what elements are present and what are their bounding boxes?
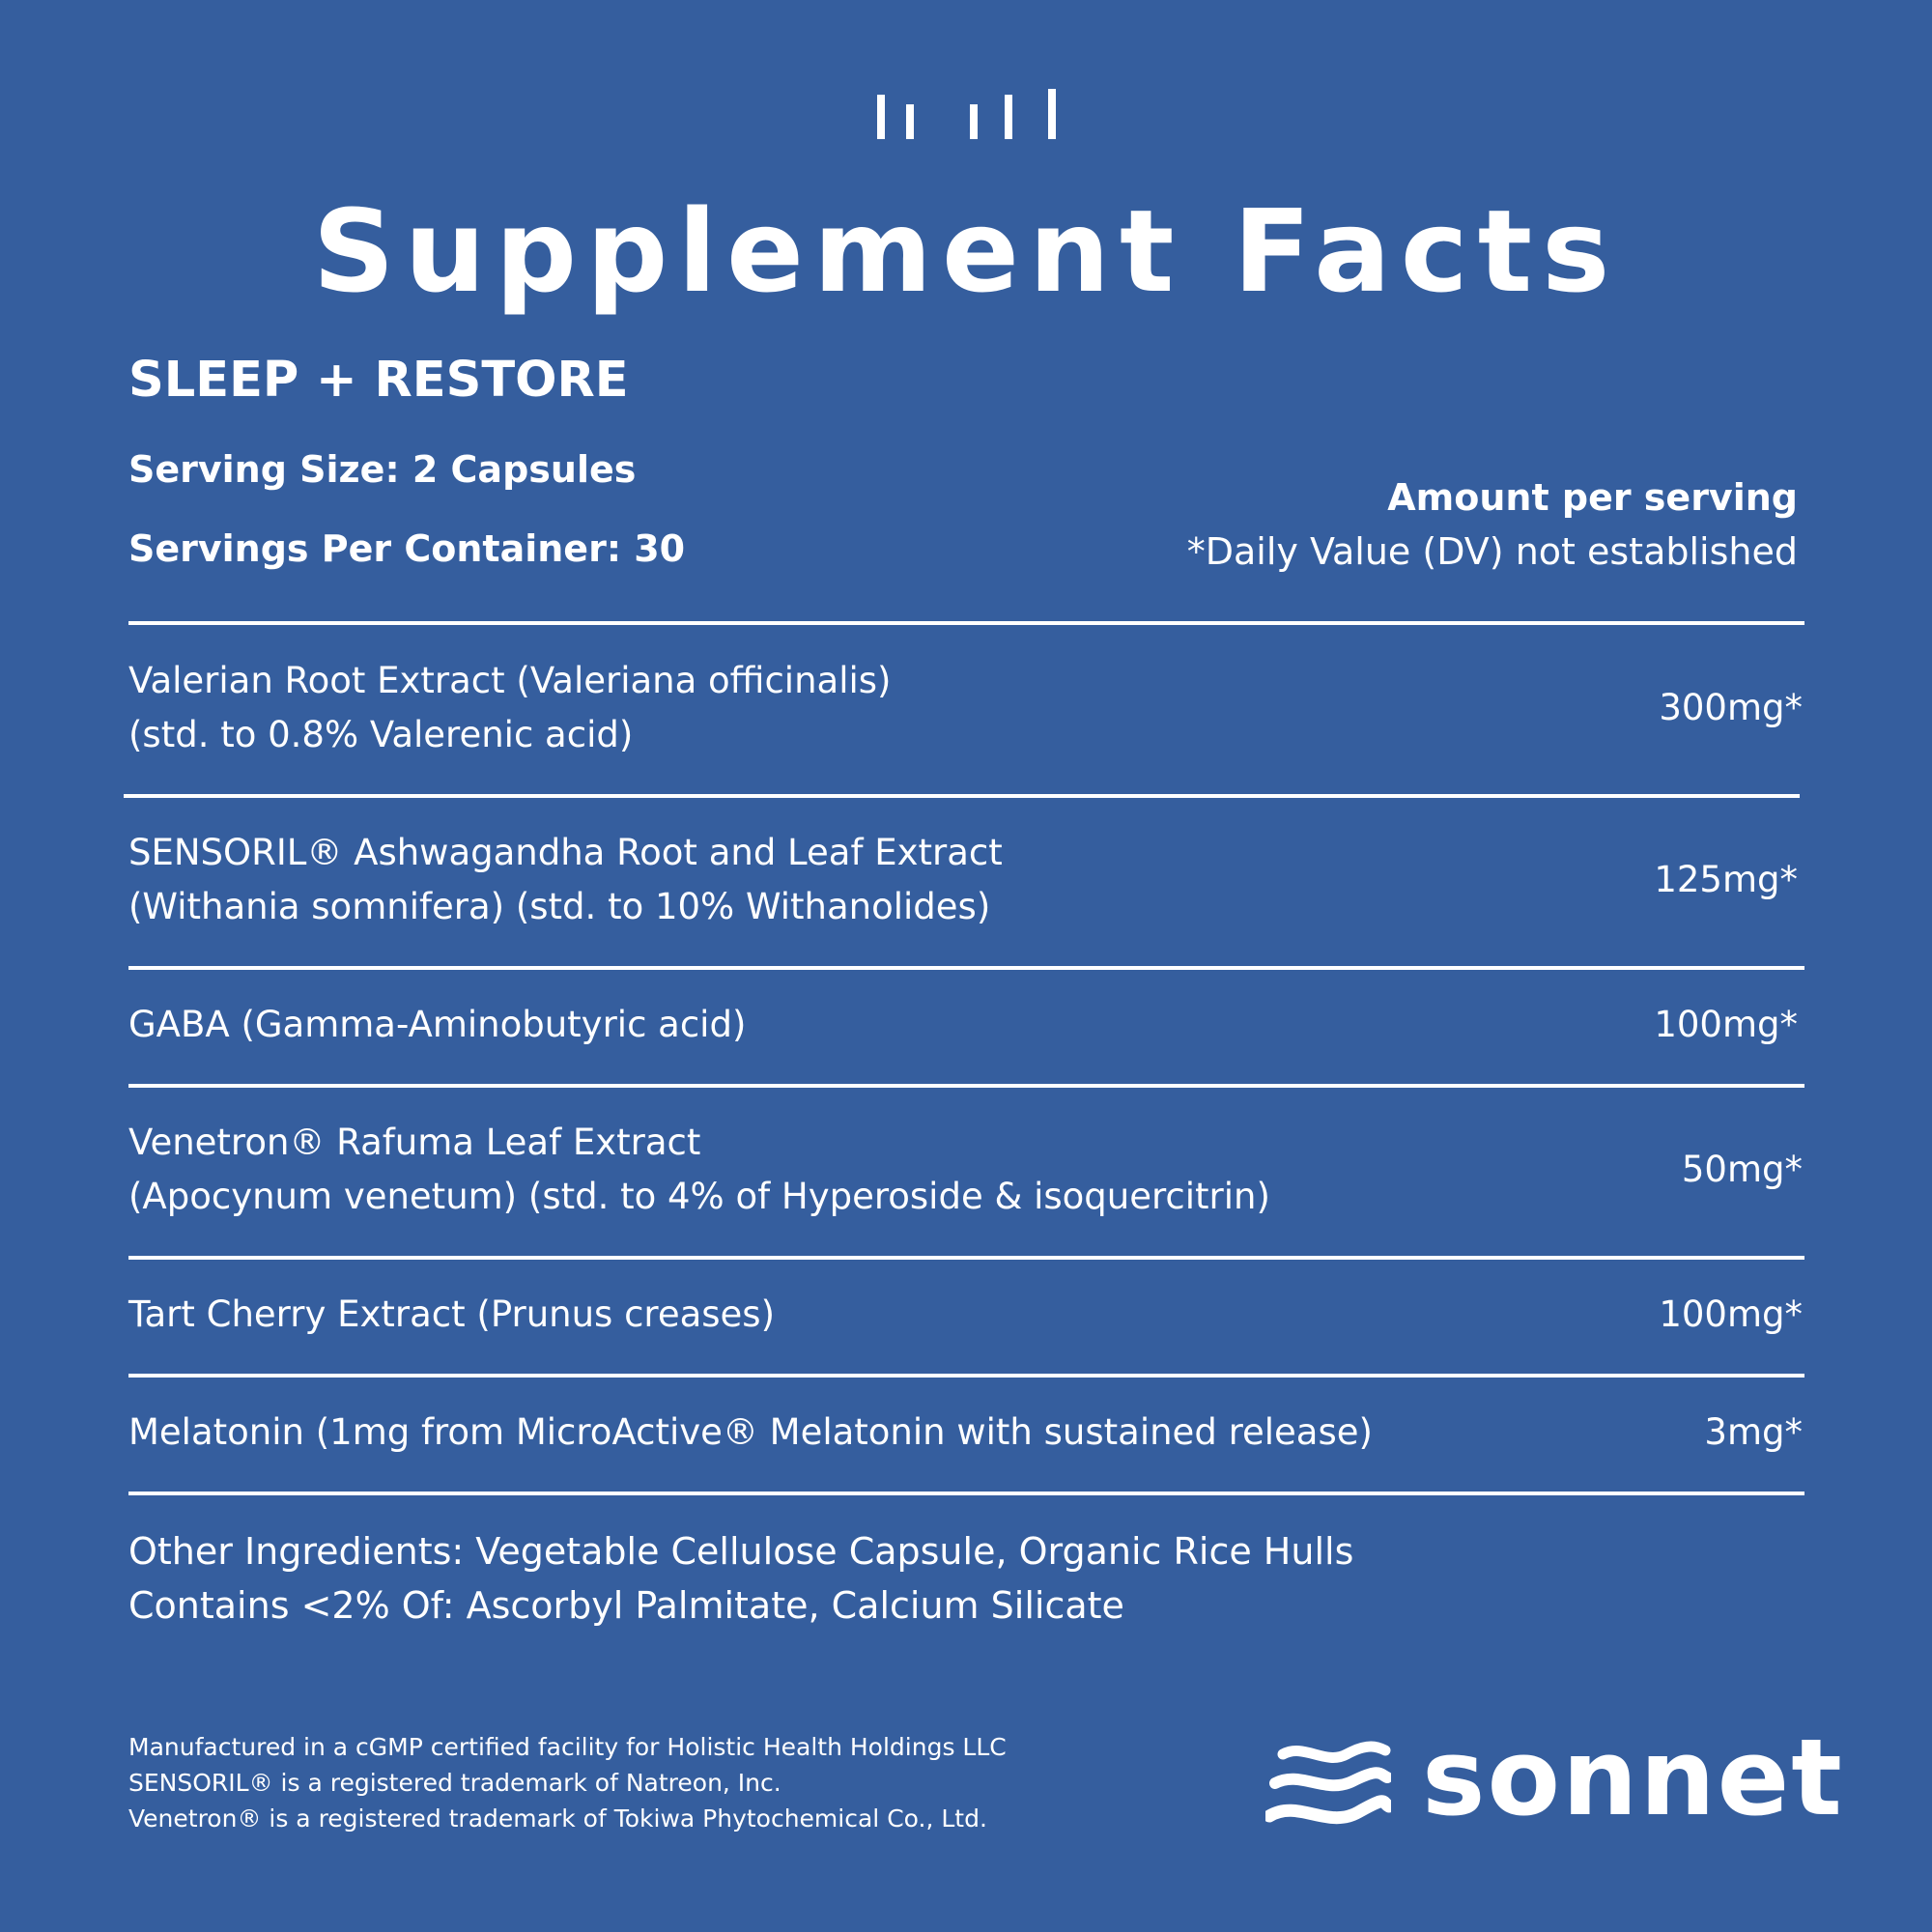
vertical-bars-icon — [874, 89, 1058, 139]
other-ingredients — [128, 1524, 1674, 1633]
footer-notes — [128, 1729, 1288, 1836]
ingredient-amount: 50mg* — [1681, 1149, 1803, 1190]
ingredient-amount: 300mg* — [1659, 687, 1803, 728]
servings-per-container: Servings Per Container: 30 — [128, 527, 686, 570]
ingredient-name-line: (Withania somnifera) (std. to 10% Withanolides) — [128, 886, 991, 927]
serving-size: Serving Size: 2 Capsules — [128, 448, 637, 491]
daily-value-note: *Daily Value (DV) not established — [1186, 530, 1798, 573]
divider — [124, 794, 1800, 798]
ingredient-name-line: Venetron® Rafuma Leaf Extract — [128, 1122, 701, 1163]
other-ingredients-line: Other Ingredients: Vegetable Cellulose Capsule, Organic Rice Hulls — [128, 1530, 1354, 1573]
footer-line: Manufactured in a cGMP certified facility for Holistic Health Holdings LLC — [128, 1733, 1007, 1761]
brand-logo — [1265, 1716, 1844, 1845]
ingredient-amount: 100mg* — [1659, 1293, 1803, 1335]
ingredient-name: Tart Cherry Extract (Prunus creases) — [128, 1293, 776, 1335]
ingredient-name — [128, 654, 1529, 762]
ingredient-name-line: (std. to 0.8% Valerenic acid) — [128, 714, 634, 755]
divider — [128, 1084, 1804, 1088]
other-ingredients-line: Contains <2% Of: Ascorbyl Palmitate, Calcium Silicate — [128, 1584, 1124, 1627]
product-name: SLEEP + RESTORE — [128, 352, 629, 409]
brand-wordmark: sonnet — [1422, 1716, 1844, 1839]
ingredient-name-line: (Apocynum venetum) (std. to 4% of Hyperoside & isoquercitrin) — [128, 1176, 1270, 1217]
ingredient-amount: 3mg* — [1704, 1411, 1803, 1453]
waves-icon — [1265, 1737, 1391, 1843]
ingredient-name-line: SENSORIL® Ashwagandha Root and Leaf Extract — [128, 832, 1003, 873]
ingredient-name-line: Valerian Root Extract (Valeriana officinalis) — [128, 660, 892, 701]
ingredient-name — [128, 826, 1529, 934]
page-title: Supplement Facts — [312, 185, 1620, 318]
footer-line: Venetron® is a registered trademark of Tokiwa Phytochemical Co., Ltd. — [128, 1804, 987, 1833]
divider — [128, 1374, 1804, 1378]
ingredient-name: Melatonin (1mg from MicroActive® Melatonin with sustained release) — [128, 1411, 1373, 1453]
ingredient-name — [128, 1116, 1529, 1224]
footer-line: SENSORIL® is a registered trademark of Natreon, Inc. — [128, 1769, 781, 1797]
divider — [128, 966, 1804, 970]
divider — [128, 1256, 1804, 1260]
divider — [128, 1492, 1804, 1495]
ingredient-name: GABA (Gamma-Aminobutyric acid) — [128, 1004, 747, 1045]
ingredient-amount: 100mg* — [1654, 1004, 1798, 1045]
ingredient-amount: 125mg* — [1654, 859, 1798, 900]
divider — [128, 621, 1804, 625]
amount-per-serving-heading: Amount per serving — [1387, 476, 1798, 519]
